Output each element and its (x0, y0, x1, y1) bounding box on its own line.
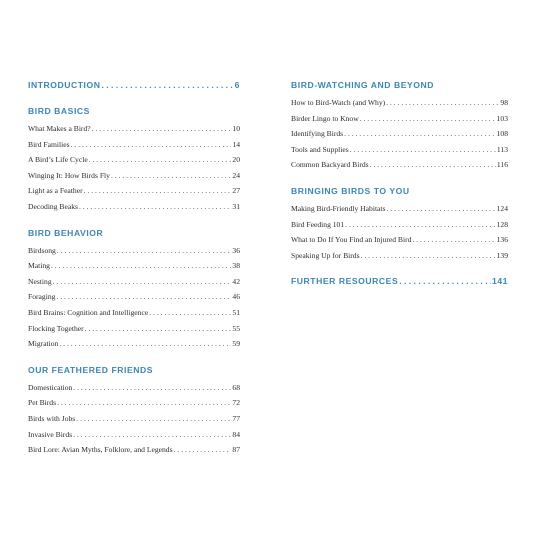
section-heading: BIRD BASICS (28, 106, 90, 116)
dot-leader (57, 243, 232, 259)
toc-entry[interactable] (291, 111, 508, 127)
entry-title: Speaking Up for Birds (291, 250, 360, 260)
toc-section-bird-behavior (28, 226, 240, 352)
page-number: 55 (232, 323, 240, 333)
page-number: 10 (232, 124, 240, 133)
entry-title: How to Bird-Watch (and Why) (291, 98, 386, 107)
entry-title: Birds with Jobs (28, 413, 76, 423)
page-number: 27 (232, 186, 240, 196)
dot-leader (344, 126, 496, 142)
dot-leader (345, 217, 495, 233)
toc-entry[interactable] (28, 243, 240, 259)
page-number: 77 (232, 413, 240, 423)
dot-leader (59, 336, 231, 352)
toc-section-bird-basics (28, 104, 240, 215)
toc-entry[interactable] (28, 137, 240, 153)
entry-title: Migration (28, 339, 59, 349)
dot-leader (412, 232, 495, 248)
dot-leader (361, 248, 496, 264)
entry-title: Bird Families (28, 139, 70, 149)
entry-title: Winging It: How Birds Fly (28, 170, 110, 180)
dot-leader (101, 78, 233, 93)
page-number: 51 (232, 307, 240, 317)
page-number: 59 (232, 339, 240, 349)
section-heading: BIRD-WATCHING AND BEYOND (291, 80, 435, 90)
toc-entry[interactable] (291, 201, 508, 217)
page-number: 68 (232, 382, 240, 392)
toc-entry[interactable] (28, 427, 240, 443)
page-number: 98 (500, 98, 508, 107)
page-number: 42 (232, 276, 240, 286)
toc-entry[interactable] (28, 336, 240, 352)
section-heading: BIRD BEHAVIOR (28, 227, 104, 238)
section-heading: FURTHER RESOURCES (291, 276, 399, 287)
page-number: 38 (232, 261, 240, 271)
entry-title: Foraging (28, 292, 56, 302)
toc-entry[interactable] (28, 274, 240, 290)
entry-title: Domestication (28, 382, 73, 392)
entry-title: A Bird’s Life Cycle (28, 155, 88, 165)
entry-title: Flocking Together (28, 323, 84, 333)
toc-section-bringing-birds-to-you (291, 184, 508, 263)
toc-section-further-resources (291, 274, 508, 289)
dot-leader (370, 157, 496, 173)
section-heading-entry[interactable] (28, 78, 240, 93)
page-number: 108 (496, 129, 508, 139)
dot-leader (399, 274, 491, 289)
entry-title: What Makes a Bird? (28, 124, 91, 133)
toc-entry[interactable] (28, 442, 240, 458)
entry-title: What to Do If You Find an Injured Bird (291, 235, 412, 245)
toc-entry[interactable] (28, 168, 240, 184)
page-number: 136 (496, 235, 508, 245)
toc-entry[interactable] (28, 395, 240, 411)
toc-entry[interactable] (28, 121, 240, 137)
entry-title: Mating (28, 261, 50, 271)
dot-leader (350, 142, 496, 158)
entry-title: Birdsong (28, 245, 56, 255)
toc-entry[interactable] (28, 411, 240, 427)
toc-entry[interactable] (28, 380, 240, 396)
page-number: 139 (496, 250, 508, 260)
section-heading: BRINGING BIRDS TO YOU (291, 185, 410, 196)
page-number: 6 (234, 80, 240, 90)
toc-section-our-feathered-friends (28, 363, 240, 458)
page-number: 84 (232, 429, 240, 439)
page-number: 103 (496, 113, 508, 123)
page-number: 87 (232, 445, 240, 455)
entry-title: Bird Lore: Avian Myths, Folklore, and Legends (28, 445, 173, 455)
section-heading: OUR FEATHERED FRIENDS (28, 364, 154, 375)
page-number: 14 (232, 139, 240, 149)
page-number: 24 (232, 170, 240, 180)
dot-leader (76, 411, 231, 427)
entry-title: Nesting (28, 276, 52, 286)
dot-leader (174, 442, 232, 458)
entry-title: Identifying Birds (291, 129, 344, 139)
toc-entry[interactable] (291, 95, 508, 111)
dot-leader (89, 152, 232, 168)
page-number: 20 (232, 155, 240, 165)
page-number: 36 (232, 245, 240, 255)
dot-leader (57, 395, 231, 411)
toc-entry[interactable] (28, 305, 240, 321)
dot-leader (79, 199, 231, 215)
dot-leader (149, 305, 231, 321)
toc-section-introduction (28, 78, 240, 93)
section-heading: INTRODUCTION (28, 80, 101, 90)
entry-title: Bird Feeding 101 (291, 219, 345, 229)
entry-title: Birder Lingo to Know (291, 113, 359, 123)
toc-entry[interactable] (28, 321, 240, 337)
dot-leader (84, 183, 232, 199)
toc-left-column (28, 78, 240, 469)
entry-title: Pet Birds (28, 398, 57, 408)
page-number: 128 (496, 219, 508, 229)
dot-leader (56, 289, 231, 305)
toc-entry[interactable] (28, 289, 240, 305)
toc-entry[interactable] (291, 126, 508, 142)
dot-leader (51, 258, 231, 274)
toc-entry[interactable] (291, 217, 508, 233)
dot-leader (387, 201, 496, 217)
toc-right-column (291, 78, 508, 300)
dot-leader (85, 321, 232, 337)
toc-entry[interactable] (291, 248, 508, 264)
entry-title: Tools and Supplies (291, 144, 349, 154)
entry-title: Bird Brains: Cognition and Intelligence (28, 307, 149, 317)
dot-leader (73, 427, 231, 443)
toc-entry[interactable] (291, 142, 508, 158)
section-heading-entry[interactable] (291, 274, 508, 289)
dot-leader (386, 95, 499, 111)
entry-title: Decoding Beaks (28, 201, 78, 211)
toc-section-bird-watching-and-beyond (291, 78, 508, 173)
entry-title: Common Backyard Birds (291, 160, 369, 170)
toc-entry[interactable] (28, 183, 240, 199)
toc-entry[interactable] (291, 232, 508, 248)
toc-entry[interactable] (28, 152, 240, 168)
toc-entry[interactable] (28, 258, 240, 274)
entry-title: Light as a Feather (28, 186, 83, 196)
page-number: 116 (496, 160, 508, 170)
dot-leader (53, 274, 232, 290)
dot-leader (71, 137, 232, 153)
page-number: 124 (496, 203, 508, 213)
entry-title: Making Bird-Friendly Habitats (291, 203, 386, 213)
toc-entry[interactable] (291, 157, 508, 173)
page-number: 31 (232, 201, 240, 211)
dot-leader (111, 168, 231, 184)
toc-entry[interactable] (28, 199, 240, 215)
dot-leader (360, 111, 496, 127)
dot-leader (73, 380, 231, 396)
page-number: 46 (232, 292, 240, 302)
dot-leader (92, 121, 232, 137)
page-number: 72 (232, 398, 240, 408)
page-number: 113 (496, 144, 508, 154)
entry-title: Invasive Birds (28, 429, 73, 439)
page-number: 141 (492, 276, 508, 287)
